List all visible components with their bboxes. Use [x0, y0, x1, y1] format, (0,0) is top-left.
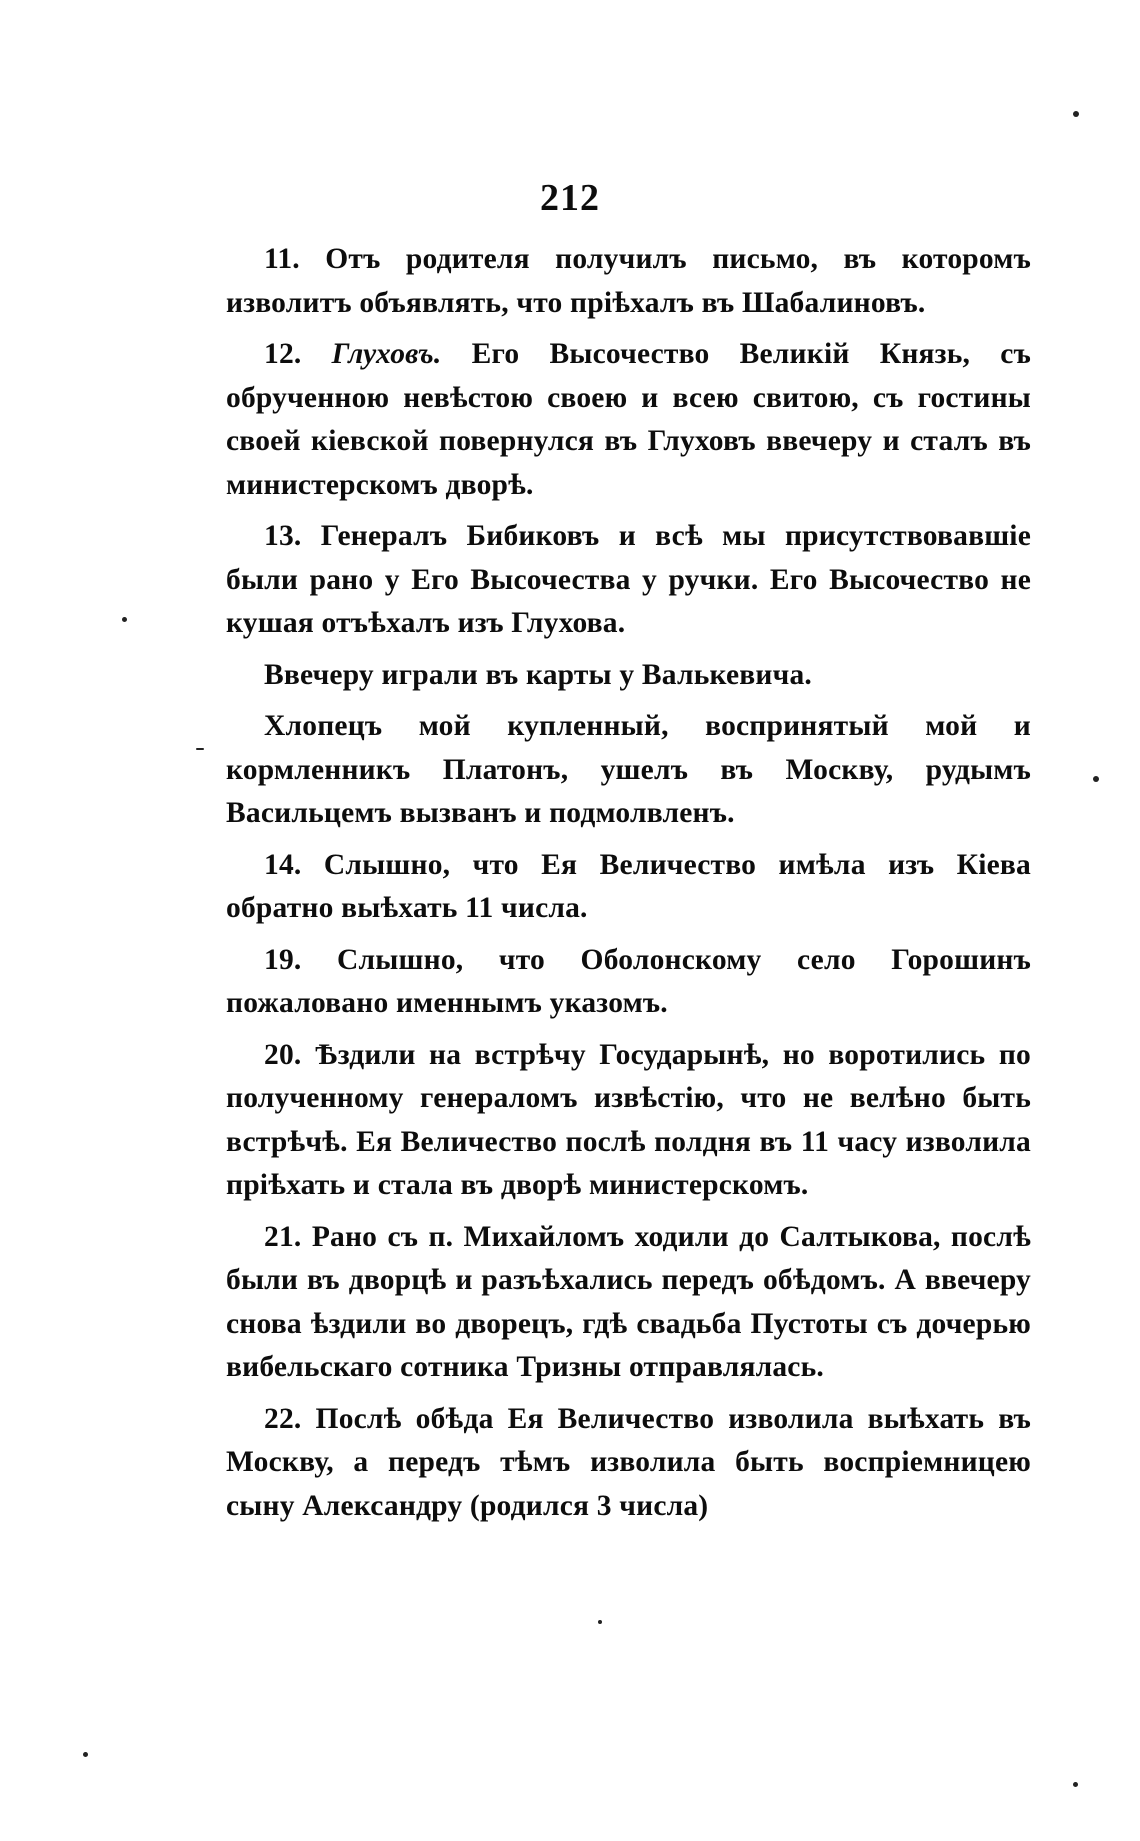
- entry-day: 13.: [264, 520, 302, 552]
- diary-entry-11: [226, 238, 1031, 325]
- scan-speck: [1073, 1782, 1078, 1787]
- entry-day: 11.: [264, 243, 300, 275]
- entry-day: 19.: [264, 943, 302, 976]
- scan-speck: [1093, 776, 1099, 782]
- entry-day: 12.: [264, 338, 302, 370]
- diary-entry-21: [226, 1216, 1031, 1390]
- entry-text: Слышно, что Ея Величество имѣла изъ Кіева обратно выѣхать 11 числа.: [226, 848, 1032, 924]
- diary-paragraph-cards: [226, 654, 1031, 698]
- entry-day: 20.: [264, 1038, 302, 1071]
- diary-entry-14: [226, 844, 1031, 931]
- diary-entry-12: [226, 333, 1031, 507]
- scan-speck: [83, 1752, 88, 1757]
- entry-day: 14.: [264, 848, 302, 881]
- scan-speck: [1073, 111, 1079, 117]
- diary-entry-19: [226, 939, 1031, 1026]
- entry-day: 21.: [264, 1220, 302, 1253]
- entry-day: 22.: [264, 1402, 302, 1435]
- entry-text: Слышно, что Оболонскому село Горошинъ пожаловано именнымъ указомъ.: [226, 943, 1032, 1019]
- entry-text: Хлопецъ мой купленный, воспринятый мой и кормленникъ Платонъ, ушелъ въ Москву, рудымъ Васильцемъ вызванъ и подмолвленъ.: [226, 710, 1031, 829]
- entry-text: Ѣздили на встрѣчу Государынѣ, но воротились по полученному генераломъ извѣстію, что не велѣно быть встрѣчѣ. Ея Величество послѣ полдня въ 11 часу изволила пріѣхать и стала въ дворѣ министерскомъ.: [226, 1038, 1031, 1201]
- entry-text: Ввечеру играли въ карты у Валькевича.: [264, 658, 812, 691]
- entry-text: Рано съ п. Михайломъ ходили до Салтыкова, послѣ были въ дворцѣ и разъѣхались передъ обѣдомъ. А ввечеру снова ѣздили во дворецъ, гдѣ свадьба Пустоты съ дочерью вибельскаго сотника Тризны отправлялась.: [226, 1220, 1032, 1383]
- scan-speck: [598, 1620, 602, 1624]
- scan-speck: [122, 617, 127, 622]
- diary-text: [226, 238, 1031, 1536]
- entry-place: Глуховъ.: [331, 338, 442, 370]
- diary-paragraph-platon: [226, 705, 1031, 836]
- scan-speck: [196, 748, 204, 750]
- diary-entry-22: [226, 1398, 1031, 1529]
- entry-text: Генералъ Бибиковъ и всѣ мы присутствовавшіе были рано у Его Высочества у ручки. Его Высочество не кушая отъѣхалъ изъ Глухова.: [226, 520, 1032, 639]
- entry-text: Отъ родителя получилъ письмо, въ которомъ изволитъ объявлять, что пріѣхалъ въ Шабалиновъ.: [226, 243, 1031, 319]
- page-number: 212: [540, 177, 600, 219]
- entry-text: Его Высочество Великій Князь, съ обрученною невѣстою своею и всею свитою, съ гостины своей кіевской повернулся въ Глуховъ ввечеру и сталъ въ министерскомъ дворѣ.: [226, 338, 1031, 501]
- diary-entry-20: [226, 1034, 1031, 1208]
- entry-text: Послѣ обѣда Ея Величество изволила выѣхать въ Москву, а передъ тѣмъ изволила быть воспріемницею сыну Александру (родился 3 числа): [226, 1402, 1031, 1522]
- diary-entry-13: [226, 515, 1031, 646]
